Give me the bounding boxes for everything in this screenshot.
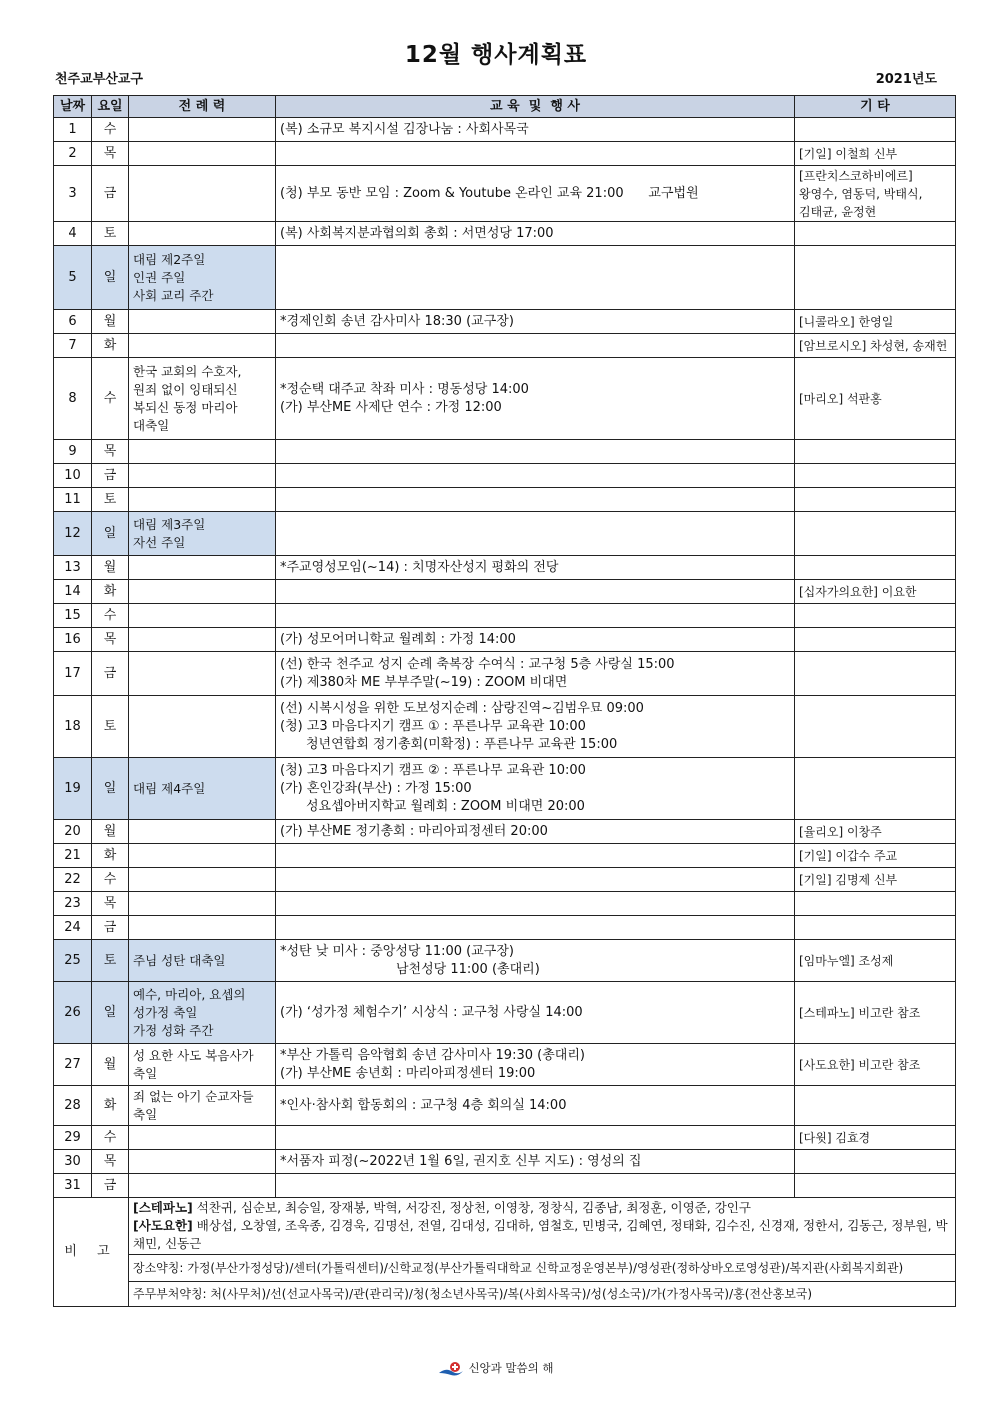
notes-row-places (54, 1255, 956, 1282)
date-cell: 20 (54, 820, 92, 844)
table-row (54, 982, 956, 1044)
date-cell: 28 (54, 1086, 92, 1126)
misc-cell (795, 940, 956, 982)
liturgy-cell (129, 916, 276, 940)
misc-cell (795, 652, 956, 696)
table-row (54, 758, 956, 820)
table-row (54, 652, 956, 696)
table-row (54, 166, 956, 222)
event-line: (청) 고3 마음다지기 캠프 ① : 푸른나무 교육관 10:00 (280, 718, 586, 734)
table-row (54, 604, 956, 628)
liturgy-line: 자선 주일 (133, 534, 186, 550)
event-line: (선) 시복시성을 위한 도보성지순례 : 삼랑진역~김범우묘 09:00 (280, 700, 644, 716)
liturgy-cell (129, 118, 276, 142)
day-cell: 목 (92, 1150, 129, 1174)
liturgy-line: 인권 주일 (133, 269, 186, 285)
table-row (54, 440, 956, 464)
events-cell (276, 982, 795, 1044)
day-cell: 토 (92, 222, 129, 246)
events-cell (276, 464, 795, 488)
misc-cell (795, 1126, 956, 1150)
table-row (54, 868, 956, 892)
misc-cell (795, 488, 956, 512)
liturgy-cell (129, 844, 276, 868)
schedule-body (54, 118, 956, 1198)
liturgy-line: 성가정 축일 (133, 1004, 198, 1020)
events-cell (276, 1174, 795, 1198)
event-line: *경제인회 송년 감사미사 18:30 (교구장) (280, 313, 514, 329)
misc-line: [프란치스코하비에르] (799, 168, 913, 183)
logo-icon (438, 1361, 464, 1377)
table-row (54, 246, 956, 310)
table-row (54, 1044, 956, 1086)
table-row (54, 1086, 956, 1126)
event-line: *성탄 낮 미사 : 중앙성당 11:00 (교구장) (280, 943, 514, 959)
liturgy-line: 성 요한 사도 복음사가 (133, 1047, 254, 1063)
liturgy-line: 사회 교리 주간 (133, 287, 214, 303)
events-cell (276, 652, 795, 696)
liturgy-cell (129, 556, 276, 580)
date-cell: 30 (54, 1150, 92, 1174)
liturgy-cell (129, 358, 276, 440)
misc-cell (795, 1086, 956, 1126)
table-row (54, 820, 956, 844)
header-liturgy: 전 례 력 (129, 96, 276, 118)
events-cell (276, 166, 795, 222)
events-cell (276, 696, 795, 758)
liturgy-cell (129, 334, 276, 358)
notes-office-abbreviations: 주무부처약칭: 처(사무처)/선(선교사목국)/관(관리국)/청(청소년사목국)/복(사회사목국)/성(성소국)/가(가정사목국)/홍(전산홍보국) (129, 1282, 956, 1307)
liturgy-cell (129, 310, 276, 334)
date-cell: 15 (54, 604, 92, 628)
misc-line: [율리오] 이창주 (799, 824, 882, 839)
liturgy-cell (129, 758, 276, 820)
day-cell: 금 (92, 652, 129, 696)
header-date: 날짜 (54, 96, 92, 118)
date-cell: 6 (54, 310, 92, 334)
notes-john-label: [사도요한] (133, 1218, 193, 1233)
day-cell: 토 (92, 696, 129, 758)
liturgy-cell (129, 246, 276, 310)
event-line: *주교영성모임(~14) : 치명자산성지 평화의 전당 (280, 559, 559, 575)
liturgy-line: 한국 교회의 수호자, (133, 363, 242, 379)
footer (0, 1360, 992, 1377)
events-cell (276, 334, 795, 358)
header-events: 교 육 및 행 사 (276, 96, 795, 118)
day-cell: 화 (92, 844, 129, 868)
table-row (54, 628, 956, 652)
events-cell (276, 844, 795, 868)
events-cell (276, 310, 795, 334)
notes-feast-names (129, 1198, 956, 1255)
table-row (54, 1150, 956, 1174)
day-cell: 토 (92, 488, 129, 512)
liturgy-cell (129, 488, 276, 512)
day-cell: 일 (92, 512, 129, 556)
liturgy-cell (129, 1086, 276, 1126)
event-line: (가) 부산ME 송년회 : 마리아피정센터 19:00 (280, 1065, 536, 1081)
date-cell: 31 (54, 1174, 92, 1198)
date-cell: 19 (54, 758, 92, 820)
table-row (54, 1126, 956, 1150)
day-cell: 수 (92, 1126, 129, 1150)
misc-cell (795, 916, 956, 940)
events-cell (276, 488, 795, 512)
liturgy-cell (129, 940, 276, 982)
day-cell: 금 (92, 464, 129, 488)
table-row (54, 512, 956, 556)
date-cell: 3 (54, 166, 92, 222)
event-line: (선) 한국 천주교 성지 순례 축복장 수여식 : 교구청 5층 사랑실 15:00 (280, 656, 675, 672)
day-cell: 목 (92, 440, 129, 464)
liturgy-cell (129, 604, 276, 628)
table-row (54, 940, 956, 982)
events-cell (276, 1150, 795, 1174)
misc-cell (795, 310, 956, 334)
footer-motto: 신앙과 말씀의 해 (468, 1361, 554, 1375)
misc-cell (795, 1044, 956, 1086)
liturgy-cell (129, 580, 276, 604)
liturgy-line: 가정 성화 주간 (133, 1022, 214, 1038)
date-cell: 22 (54, 868, 92, 892)
misc-line: [십자가의요한] 이요한 (799, 584, 917, 599)
misc-cell (795, 982, 956, 1044)
misc-line: [사도요한] 비고란 참조 (799, 1057, 921, 1072)
organization-name: 천주교부산교구 (55, 72, 143, 87)
day-cell: 목 (92, 142, 129, 166)
event-line: (가) 부산ME 사제단 연수 : 가정 12:00 (280, 399, 502, 415)
misc-cell (795, 142, 956, 166)
table-row (54, 696, 956, 758)
misc-cell (795, 1150, 956, 1174)
misc-cell (795, 580, 956, 604)
events-cell (276, 246, 795, 310)
misc-cell (795, 820, 956, 844)
events-cell (276, 1044, 795, 1086)
notes-stephen-names: 석찬귀, 심순보, 최승일, 장재봉, 박혁, 서강진, 정상천, 이영창, 정창식, 김종남, 최정훈, 이영준, 강인구 (192, 1200, 751, 1215)
date-cell: 1 (54, 118, 92, 142)
liturgy-cell (129, 464, 276, 488)
events-cell (276, 1086, 795, 1126)
misc-cell (795, 1174, 956, 1198)
events-cell (276, 556, 795, 580)
day-cell: 일 (92, 982, 129, 1044)
misc-line: [스테파노] 비고란 참조 (799, 1005, 921, 1020)
day-cell: 월 (92, 820, 129, 844)
table-row (54, 310, 956, 334)
event-line: (복) 소규모 복지시설 김장나눔 : 사회사목국 (280, 121, 529, 137)
date-cell: 21 (54, 844, 92, 868)
misc-cell (795, 358, 956, 440)
notes-place-abbreviations: 장소약칭: 가정(부산가정성당)/센터(가톨릭센터)/신학교정(부산가톨릭대학교 신학교정운영본부)/영성관(정하상바오로영성관)/복지관(사회복지회관) (129, 1255, 956, 1282)
date-cell: 2 (54, 142, 92, 166)
misc-cell (795, 844, 956, 868)
event-line: *서품자 피정(~2022년 1월 6일, 권지호 신부 지도) : 영성의 집 (280, 1153, 642, 1169)
table-row (54, 118, 956, 142)
liturgy-line: 대림 제2주일 (133, 251, 206, 267)
table-row (54, 556, 956, 580)
liturgy-line: 축일 (133, 1065, 158, 1081)
table-row (54, 334, 956, 358)
date-cell: 24 (54, 916, 92, 940)
date-cell: 13 (54, 556, 92, 580)
misc-line: [암브로시오] 차성현, 송재헌 (799, 338, 948, 353)
day-cell: 화 (92, 1086, 129, 1126)
date-cell: 4 (54, 222, 92, 246)
liturgy-cell (129, 1126, 276, 1150)
events-cell (276, 142, 795, 166)
event-line: (가) 제380차 ME 부부주말(~19) : ZOOM 비대면 (280, 674, 568, 690)
table-row (54, 464, 956, 488)
event-line: *정순택 대주교 착좌 미사 : 명동성당 14:00 (280, 381, 529, 397)
header-day: 요일 (92, 96, 129, 118)
misc-cell (795, 464, 956, 488)
header-row (54, 96, 956, 118)
date-cell: 27 (54, 1044, 92, 1086)
events-cell (276, 512, 795, 556)
liturgy-cell (129, 982, 276, 1044)
events-cell (276, 868, 795, 892)
event-line: 성요셉아버지학교 월례회 : ZOOM 비대면 20:00 (306, 798, 585, 814)
table-row (54, 892, 956, 916)
table-row (54, 1174, 956, 1198)
misc-cell (795, 556, 956, 580)
events-cell (276, 820, 795, 844)
misc-line: [기일] 김명제 신부 (799, 872, 898, 887)
liturgy-cell (129, 222, 276, 246)
liturgy-line: 대림 제3주일 (133, 516, 206, 532)
page-title: 12월 행사계획표 (404, 42, 588, 68)
table-row (54, 142, 956, 166)
date-cell: 7 (54, 334, 92, 358)
misc-cell (795, 868, 956, 892)
event-line: (복) 사회복지분과협의회 총회 : 서면성당 17:00 (280, 225, 554, 241)
date-cell: 29 (54, 1126, 92, 1150)
day-cell: 화 (92, 580, 129, 604)
day-cell: 수 (92, 604, 129, 628)
liturgy-cell (129, 652, 276, 696)
events-cell (276, 758, 795, 820)
notes-row-names (54, 1198, 956, 1255)
day-cell: 화 (92, 334, 129, 358)
liturgy-line: 원죄 없이 잉태되신 (133, 381, 238, 397)
misc-cell (795, 222, 956, 246)
day-cell: 금 (92, 166, 129, 222)
event-line: (가) ‘성가정 체험수기’ 시상식 : 교구청 사랑실 14:00 (280, 1004, 583, 1020)
event-line: *인사·참사회 합동회의 : 교구청 4층 회의실 14:00 (280, 1097, 567, 1113)
misc-cell (795, 628, 956, 652)
misc-cell (795, 892, 956, 916)
notes-row-offices (54, 1282, 956, 1307)
misc-cell (795, 246, 956, 310)
date-cell: 18 (54, 696, 92, 758)
day-cell: 월 (92, 310, 129, 334)
misc-cell (795, 440, 956, 464)
events-cell (276, 892, 795, 916)
misc-cell (795, 696, 956, 758)
events-cell (276, 118, 795, 142)
liturgy-cell (129, 892, 276, 916)
events-cell (276, 358, 795, 440)
event-line: (청) 고3 마음다지기 캠프 ② : 푸른나무 교육관 10:00 (280, 762, 586, 778)
table-row (54, 580, 956, 604)
misc-line: [기일] 이갑수 주교 (799, 848, 898, 863)
liturgy-line: 대축일 (133, 417, 170, 433)
date-cell: 10 (54, 464, 92, 488)
liturgy-line: 죄 없는 아기 순교자들 (133, 1088, 254, 1104)
misc-line: [임마누엘] 조성제 (799, 953, 894, 968)
table-row (54, 488, 956, 512)
date-cell: 9 (54, 440, 92, 464)
day-cell: 금 (92, 1174, 129, 1198)
liturgy-cell (129, 696, 276, 758)
misc-line: [다윗] 김효경 (799, 1130, 871, 1145)
events-cell (276, 916, 795, 940)
header-misc: 기 타 (795, 96, 956, 118)
table-row (54, 222, 956, 246)
day-cell: 토 (92, 940, 129, 982)
date-cell: 11 (54, 488, 92, 512)
event-line: (가) 혼인강좌(부산) : 가정 15:00 (280, 780, 472, 796)
day-cell: 금 (92, 916, 129, 940)
day-cell: 월 (92, 1044, 129, 1086)
events-cell (276, 1126, 795, 1150)
date-cell: 14 (54, 580, 92, 604)
event-line: (가) 부산ME 정기총회 : 마리아피정센터 20:00 (280, 823, 548, 839)
events-cell (276, 440, 795, 464)
liturgy-cell (129, 628, 276, 652)
misc-line: [니콜라오] 한영일 (799, 314, 894, 329)
misc-cell (795, 758, 956, 820)
misc-cell (795, 118, 956, 142)
liturgy-cell (129, 1150, 276, 1174)
date-cell: 23 (54, 892, 92, 916)
misc-line: 왕영수, 염동덕, 박태식, (799, 186, 923, 201)
misc-cell (795, 604, 956, 628)
table-row (54, 844, 956, 868)
year-label: 2021년도 (875, 72, 937, 87)
events-cell (276, 580, 795, 604)
date-cell: 8 (54, 358, 92, 440)
schedule-table (53, 95, 956, 1307)
event-line: 남천성당 11:00 (총대리) (396, 961, 540, 977)
liturgy-cell (129, 166, 276, 222)
event-line: 청년연합회 정기총회(미확정) : 푸른나무 교육관 15:00 (306, 736, 618, 752)
day-cell: 일 (92, 246, 129, 310)
misc-line: [마리오] 석판홍 (799, 391, 882, 406)
liturgy-cell (129, 512, 276, 556)
date-cell: 5 (54, 246, 92, 310)
day-cell: 목 (92, 892, 129, 916)
date-cell: 12 (54, 512, 92, 556)
misc-line: 김태균, 윤정현 (799, 204, 877, 219)
date-cell: 26 (54, 982, 92, 1044)
liturgy-line: 예수, 마리아, 요셉의 (133, 986, 246, 1002)
liturgy-cell (129, 868, 276, 892)
day-cell: 월 (92, 556, 129, 580)
liturgy-line: 대림 제4주일 (133, 780, 206, 796)
liturgy-cell (129, 820, 276, 844)
misc-line: [기일] 이철희 신부 (799, 146, 898, 161)
misc-cell (795, 166, 956, 222)
table-row (54, 358, 956, 440)
notes-john-names: 배상섭, 오창열, 조욱종, 김경욱, 김명선, 전열, 김대성, 김대하, 염철호, 민병국, 김혜연, 정태화, 김수진, 신경재, 정한서, 김동근, 정부원, 박채민, 신동근 (133, 1218, 948, 1251)
day-cell: 일 (92, 758, 129, 820)
day-cell: 수 (92, 358, 129, 440)
liturgy-cell (129, 1044, 276, 1086)
liturgy-line: 축일 (133, 1106, 158, 1122)
liturgy-cell (129, 1174, 276, 1198)
events-cell (276, 628, 795, 652)
misc-cell (795, 334, 956, 358)
date-cell: 25 (54, 940, 92, 982)
liturgy-cell (129, 142, 276, 166)
liturgy-line: 주님 성탄 대축일 (133, 952, 226, 968)
liturgy-line: 복되신 동정 마리아 (133, 399, 238, 415)
day-cell: 수 (92, 868, 129, 892)
event-line: (가) 성모어머니학교 월례회 : 가정 14:00 (280, 631, 516, 647)
notes-stephen-label: [스테파노] (133, 1200, 193, 1215)
events-cell (276, 604, 795, 628)
table-row (54, 916, 956, 940)
events-cell (276, 940, 795, 982)
notes-label: 비 고 (54, 1198, 129, 1307)
date-cell: 17 (54, 652, 92, 696)
event-line: (청) 부모 동반 모임 : Zoom & Youtube 온라인 교육 21:00 교구법원 (280, 185, 699, 201)
day-cell: 목 (92, 628, 129, 652)
misc-cell (795, 512, 956, 556)
events-cell (276, 222, 795, 246)
day-cell: 수 (92, 118, 129, 142)
event-line: *부산 가톨릭 음악협회 송년 감사미사 19:30 (총대리) (280, 1047, 585, 1063)
date-cell: 16 (54, 628, 92, 652)
liturgy-cell (129, 440, 276, 464)
